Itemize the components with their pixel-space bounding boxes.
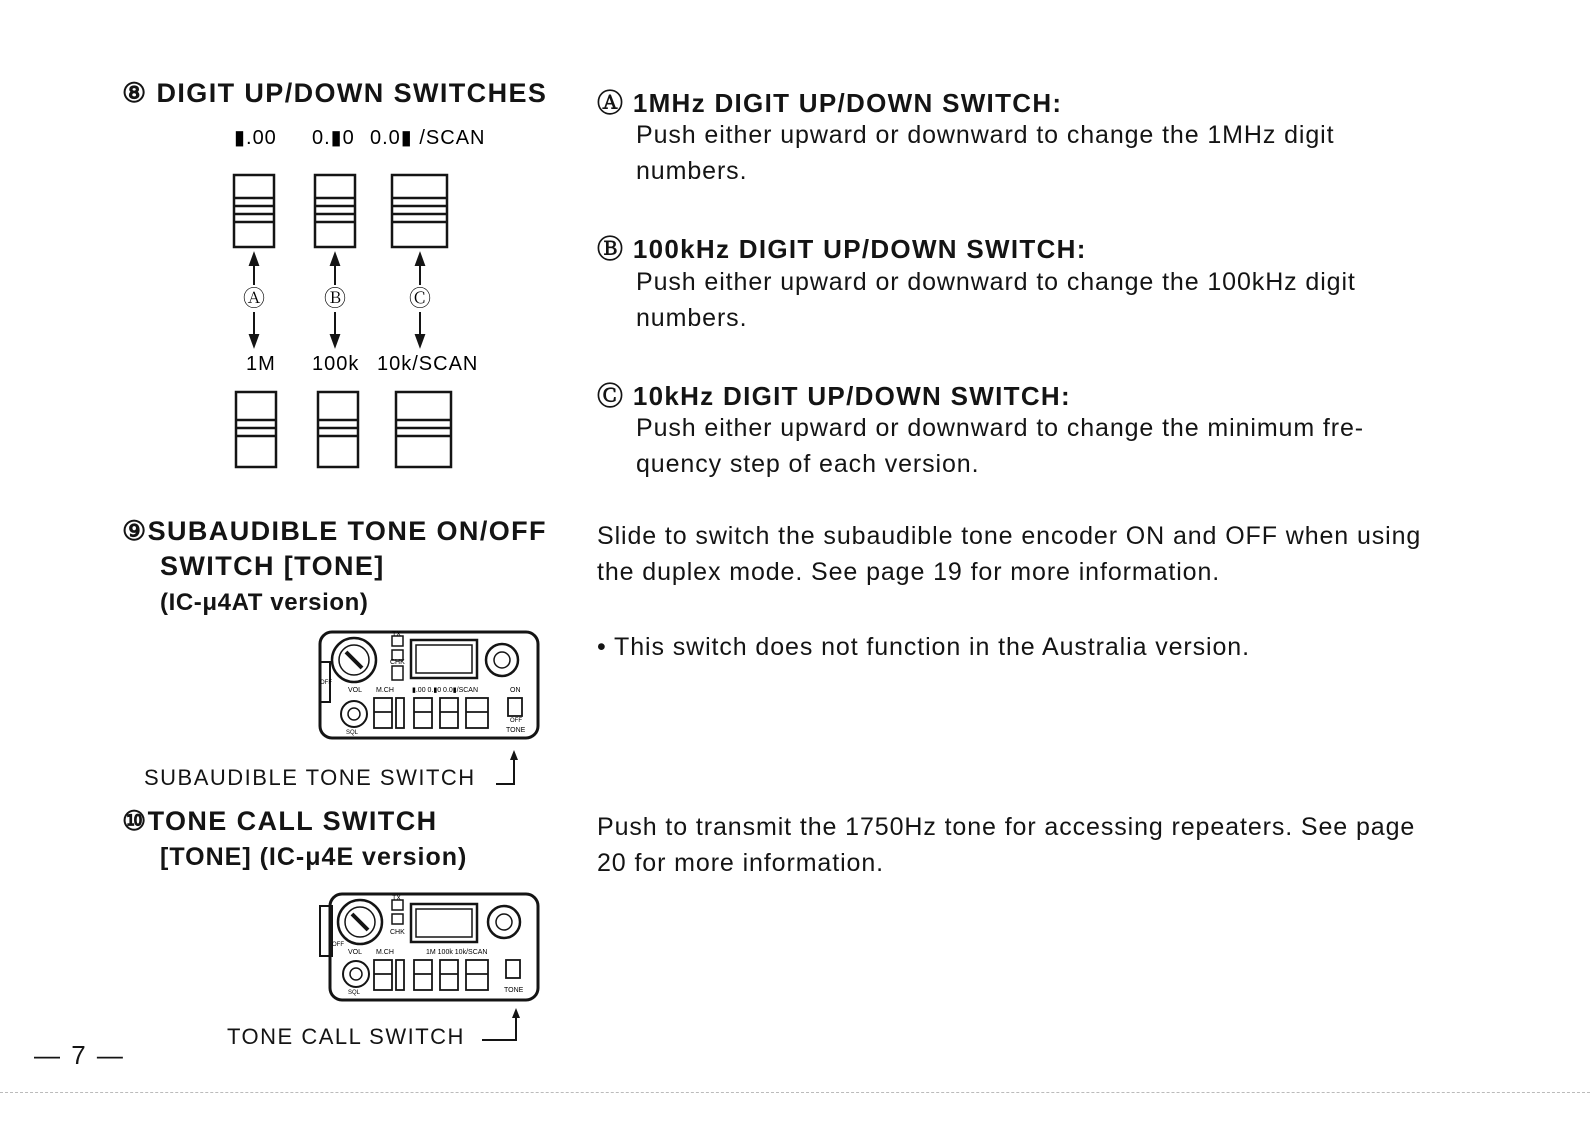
item-a-text: Push either upward or downward to change the 1MHz digit numbers. — [636, 121, 1335, 185]
panel2-sql-label: SQL — [348, 990, 361, 996]
panel-off-label: OFF — [320, 680, 332, 686]
panel-digits-label: ▮.00 0.▮0 0.0▮/SCAN — [412, 687, 479, 694]
section-10-title-line1: ⑩TONE CALL SWITCH — [122, 806, 438, 836]
section-10-title-line2: [TONE] (IC-μ4E version) — [160, 843, 468, 871]
panel-tx-label: TX — [392, 631, 401, 638]
radio-panel-tone-call — [316, 888, 542, 1010]
label-100k: 100k — [312, 353, 360, 375]
scan-edge-line — [0, 1092, 1590, 1093]
item-a-heading: Ⓐ 1MHz DIGIT UP/DOWN SWITCH: — [597, 88, 1063, 118]
panel2-off-label: OFF — [332, 942, 344, 948]
label-10k-scan: 10k/SCAN — [377, 353, 479, 375]
tone-call-caption: TONE CALL SWITCH — [227, 1024, 465, 1049]
subaudible-tone-caption: SUBAUDIBLE TONE SWITCH — [144, 765, 476, 790]
panel2-tx-label: TX — [392, 895, 401, 902]
panel-tone-label: TONE — [506, 727, 526, 734]
panel-off2-label: OFF — [510, 718, 522, 724]
item-c-text: Push either upward or downward to change the minimum fre- quency step of each version. — [636, 414, 1365, 478]
label-10khz-digit: 0.0▮ /SCAN — [370, 127, 486, 149]
section-9-title-line3: (IC-μ4AT version) — [160, 589, 369, 616]
mark-b: Ⓑ — [324, 286, 347, 311]
label-1m: 1M — [246, 353, 276, 375]
upper-switch-row — [234, 175, 447, 247]
section-9-title-line1: ⑨SUBAUDIBLE TONE ON/OFF — [122, 516, 547, 546]
lower-switch-row — [236, 392, 451, 467]
section-9-note: • This switch does not function in the Australia version. — [597, 633, 1250, 661]
digit-switches-diagram — [220, 120, 510, 480]
panel-vol-label: VOL — [348, 687, 363, 694]
panel-chk-label: CHK — [390, 659, 405, 666]
panel2-tone-label: TONE — [504, 987, 524, 994]
panel-on-label: ON — [510, 687, 521, 694]
label-1mhz-digit: ▮.00 — [234, 127, 277, 149]
section-9-title-line2: SWITCH [TONE] — [160, 551, 385, 581]
panel2-digits-label: 1M 100k 10k/SCAN — [426, 949, 488, 956]
radio-panel-tone-switch — [316, 626, 542, 748]
section-10-text: Push to transmit the 1750Hz tone for accessing repeaters. See page 20 for more information. — [597, 813, 1416, 877]
section-9-text: Slide to switch the subaudible tone encoder ON and OFF when using the duplex mode. See page 19 for more information. — [597, 522, 1422, 586]
panel2-mch-label: M.CH — [376, 949, 394, 956]
section-8-title: ⑧ DIGIT UP/DOWN SWITCHES — [122, 78, 548, 108]
panel2-vol-label: VOL — [348, 949, 363, 956]
item-b-text: Push either upward or downward to change the 100kHz digit numbers. — [636, 268, 1356, 332]
item-b-heading: Ⓑ 100kHz DIGIT UP/DOWN SWITCH: — [597, 234, 1087, 264]
page-number: — 7 — — [34, 1040, 125, 1070]
label-100khz-digit: 0.▮0 — [312, 127, 355, 149]
mark-a: Ⓐ — [243, 286, 266, 311]
panel2-chk-label: CHK — [390, 929, 405, 936]
item-c-heading: Ⓒ 10kHz DIGIT UP/DOWN SWITCH: — [597, 381, 1071, 411]
caption-leader-line-2 — [480, 1006, 520, 1046]
mark-c: Ⓒ — [409, 286, 432, 311]
panel-sql-label: SQL — [346, 730, 359, 736]
caption-leader-line-1 — [494, 748, 518, 788]
panel-mch-label: M.CH — [376, 687, 394, 694]
